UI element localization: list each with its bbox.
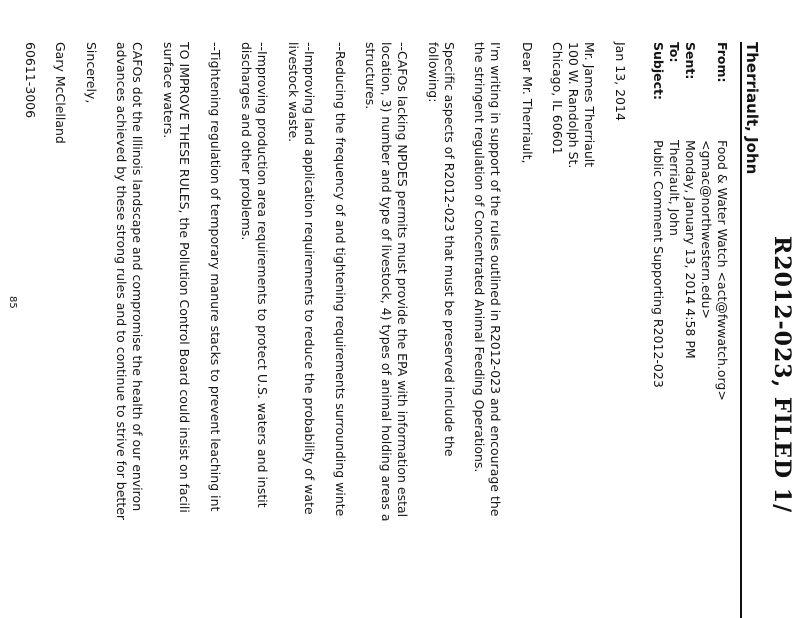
- bullet-line: location, 3) number and type of livestock, 4) types of animal holding areas a: [379, 42, 394, 522]
- bullet-line: --Improving land application requirements to reduce the probability of wate: [302, 42, 317, 515]
- signoff: Sincerely,: [84, 42, 99, 104]
- closing-line: advances achieved by these strong rules and to continue to strive for better: [114, 42, 129, 521]
- to-value: Therriault, John: [667, 140, 682, 236]
- intro-line: I'm writing in support of the rules outlined in R2012-023 and encourage the: [488, 42, 503, 517]
- bullet-line: structures.: [363, 42, 378, 110]
- sent-label: Sent:: [683, 42, 698, 80]
- salutation: Dear Mr. Therriault,: [520, 42, 535, 164]
- from-value: Food & Water Watch <act@fwwatch.org>: [715, 140, 730, 401]
- page-number: 85: [7, 296, 18, 309]
- letter-date: Jan 13, 2014: [613, 42, 628, 121]
- improve-line: TO IMPROVE THESE RULES, the Pollution Control Board could insist on facili: [177, 42, 192, 513]
- address-line: Mr. James Therriault: [582, 42, 597, 168]
- intro-line: the stringent regulation of Concentrated Animal Feeding Operations.: [472, 42, 487, 473]
- bullet-line: --Improving production area requirements to protect U.S. waters and instit: [255, 42, 270, 508]
- bullet-line: --Reducing the frequency of and tightening requirements surrounding winte: [333, 42, 348, 517]
- bullet-line: discharges and other problems.: [239, 42, 254, 241]
- closing-line: CAFOs dot the Illinois landscape and compromise the health of our environ: [130, 42, 145, 512]
- header-divider: [740, 42, 742, 618]
- bullet-line: livestock waste.: [286, 42, 301, 143]
- address-line: 100 W. Randolph St.: [566, 42, 581, 169]
- address-line: Chicago, IL 60601: [550, 42, 565, 155]
- sent-value: Monday, January 13, 2014 4:58 PM: [683, 140, 698, 359]
- subject-label: Subject:: [651, 42, 666, 100]
- aspects-intro-line: Specific aspects of R2012-023 that must be preserved include the: [442, 42, 457, 457]
- bullet-line: --CAFOs lacking NPDES permits must provide the EPA with information estal: [395, 42, 410, 518]
- sender-name-heading: Therriault, John: [743, 42, 761, 175]
- improve-line: surface waters.: [161, 42, 176, 139]
- from-label: From:: [715, 42, 730, 83]
- subject-value: Public Comment Supporting R2012-023: [651, 140, 666, 388]
- from-value-email: <gmac@northwestern.edu>: [699, 140, 714, 320]
- signer-name: Gary McClelland: [53, 42, 68, 144]
- signer-zip: 60611-3006: [23, 42, 38, 119]
- aspects-intro-line: following:: [426, 42, 441, 103]
- bullet-line: --Tightening regulation of temporary manure stacks to prevent leaching int: [208, 42, 223, 512]
- to-label: To:: [667, 42, 682, 63]
- filing-stamp: R2012-023, FILED 1/: [769, 236, 795, 514]
